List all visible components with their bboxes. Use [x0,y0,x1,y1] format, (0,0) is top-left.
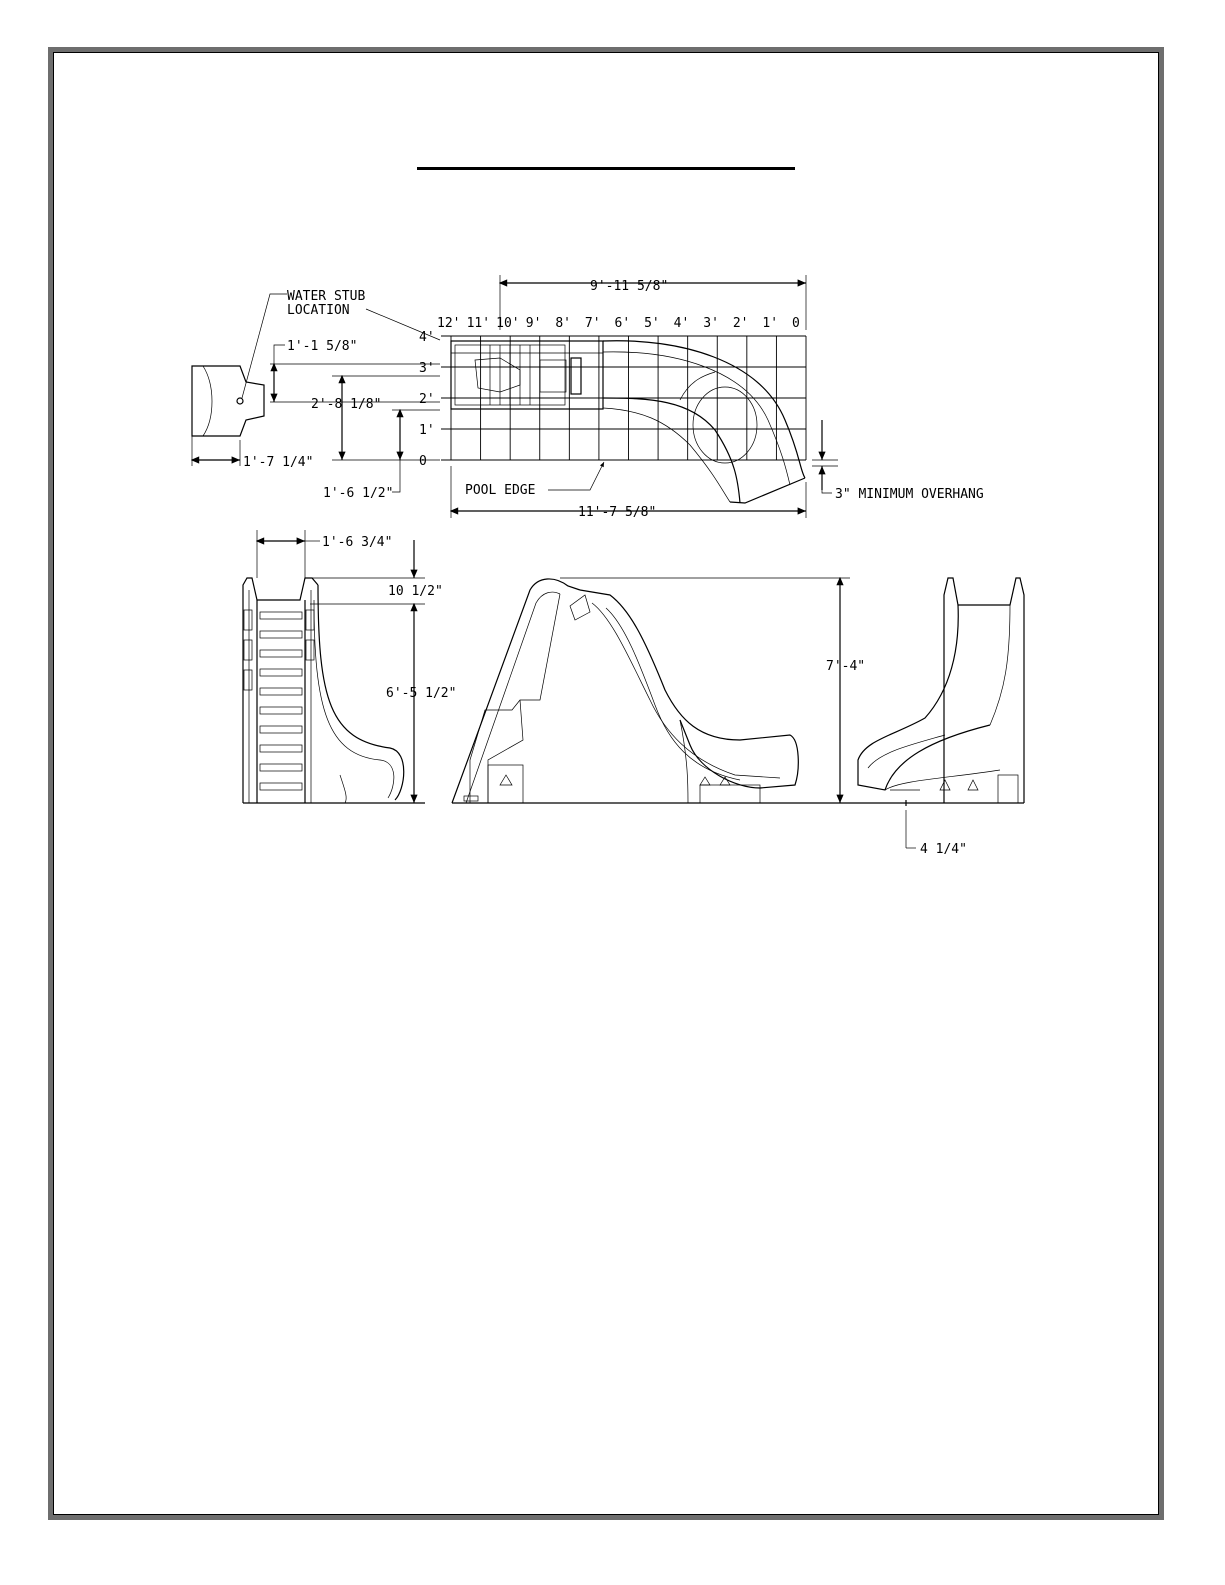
grid-y-label: 1' [419,423,435,438]
ladder-rung [260,650,302,657]
ladder-rung [260,707,302,714]
ladder-rung [260,688,302,695]
ladder-rung [260,764,302,771]
min-overhang-label: 3" MINIMUM OVERHANG [835,487,984,502]
grid-y-label: 3' [419,361,435,376]
grid-x-label: 5' [644,316,660,331]
grid-x-label: 7' [584,316,601,331]
grid-x-label: 4' [673,316,690,331]
dim-overall-height: 7'-4" [826,659,866,674]
dim-stub-offset: 2'-8 1/8" [311,397,382,412]
dim-stub-depth: 1'-1 5/8" [287,339,358,354]
dim-bottom-overall: 11'-7 5/8" [578,505,657,520]
grid-y-label: 2' [419,392,435,407]
grid-y-labels [419,330,435,469]
ladder-end-view [243,530,456,803]
pool-edge-label: POOL EDGE [465,483,536,498]
grid-x-label: 1' [762,316,779,331]
dim-rail-height: 10 1/2" [388,584,443,599]
grid-x-label: 8' [555,316,571,331]
dim-stub-width: 1'-7 1/4" [243,455,314,470]
plan-view [192,275,984,520]
grid-x-label: 0 [792,316,800,331]
slide-end-view [850,578,1024,857]
ladder-rung [260,631,302,638]
water-stub-label: WATER STUB [287,289,366,304]
grid-x-label: 11' [466,316,491,331]
slide-side-view [452,578,865,803]
plan-ladder [451,341,603,409]
ladder-rung [260,745,302,752]
grid-x-labels [437,316,800,331]
grid-x-label: 12' [437,316,461,331]
water-stub-label-2: LOCATION [287,303,350,318]
water-stub-detail [192,294,287,466]
dim-stub-side: 1'-6 1/2" [323,486,394,501]
grid-x-label: 10' [496,316,520,331]
grid-y-label: 0 [419,454,427,469]
grid-x-label: 3' [703,316,719,331]
dim-ladder-width: 1'-6 3/4" [322,535,393,550]
ladder-rung [260,612,302,619]
grid-x-label: 9' [525,316,542,331]
dim-top-overall: 9'-11 5/8" [590,279,669,294]
ladder-rung [260,726,302,733]
plan-slide [603,341,805,503]
ladder-rung [260,783,302,790]
dim-exit-height: 4 1/4" [920,842,967,857]
grid-x-label: 6' [614,316,631,331]
dim-platform-height: 6'-5 1/2" [386,686,457,701]
ladder-rung [260,669,302,676]
grid-y-label: 4' [419,330,435,345]
grid-x-label: 2' [732,316,749,331]
